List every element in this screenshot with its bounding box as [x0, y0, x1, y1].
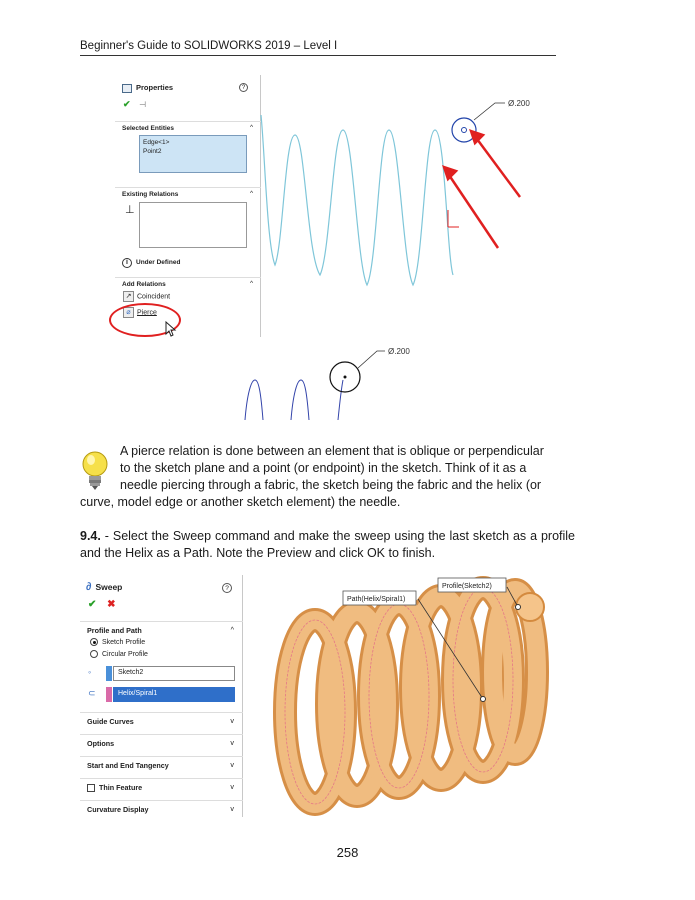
- dim-top: Ø.200: [508, 99, 530, 108]
- radio-sketch-profile[interactable]: Sketch Profile: [90, 638, 145, 646]
- dim-bottom: Ø.200: [388, 347, 410, 356]
- info-icon: i: [122, 258, 132, 268]
- radio-circular-profile[interactable]: Circular Profile: [90, 650, 148, 658]
- section-add-relations[interactable]: Add Relations ^: [115, 277, 261, 291]
- step-text: - Select the Sweep command and make the sweep using the last sketch as a profile and the Helix as a Path. Note the Preview and click OK to finish.: [80, 529, 575, 560]
- callout-path[interactable]: Path(Helix/Spiral1): [347, 596, 406, 603]
- tip-line-2: to the sketch plane and a point (or endpoint) in the sketch. Think of it as a: [120, 461, 527, 475]
- chevron-up-icon[interactable]: ^: [249, 280, 253, 287]
- tip-text: [80, 443, 575, 511]
- chevron-down-icon[interactable]: v: [230, 738, 234, 747]
- help-icon[interactable]: ?: [222, 583, 232, 593]
- path-handle[interactable]: [481, 697, 486, 702]
- pin-icon[interactable]: ⊣: [139, 100, 147, 109]
- ok-icon[interactable]: ✔: [123, 99, 131, 109]
- panel-title: Properties: [122, 83, 173, 93]
- callout-profile[interactable]: Profile(Sketch2): [442, 583, 492, 590]
- step-paragraph: [80, 528, 575, 562]
- section-selected-entities[interactable]: Selected Entities ^: [115, 121, 261, 135]
- page-header: Beginner's Guide to SOLIDWORKS 2019 – Level I: [80, 40, 556, 56]
- profile-input[interactable]: Sketch2: [113, 666, 235, 681]
- red-arrow-1-icon: [471, 131, 520, 197]
- sweep-icon: ∂: [86, 581, 92, 593]
- section-start-end-tangency[interactable]: Start and End Tangency v: [80, 756, 243, 774]
- pierce-icon: ⌀: [123, 307, 134, 318]
- section-options[interactable]: Options v: [80, 734, 243, 752]
- list-item[interactable]: Point2: [143, 148, 162, 155]
- relation-pierce[interactable]: ⌀ Pierce: [123, 307, 157, 318]
- coincident-icon: ↗: [123, 291, 134, 302]
- cancel-icon[interactable]: ✖: [107, 599, 116, 610]
- chevron-down-icon[interactable]: v: [230, 760, 234, 769]
- ok-icon[interactable]: ✔: [88, 599, 97, 610]
- panel-title: ∂ Sweep: [86, 581, 123, 593]
- sweep-property-manager: [80, 575, 243, 817]
- sweep-preview: [265, 572, 580, 822]
- path-input[interactable]: Helix/Spiral1: [113, 687, 235, 702]
- chevron-down-icon[interactable]: v: [230, 716, 234, 725]
- list-item[interactable]: Edge<1>: [143, 139, 170, 146]
- profile-circle-bottom: [330, 351, 385, 392]
- helix-bottom-view: [245, 380, 343, 420]
- spring-coils: [285, 588, 544, 804]
- tip-line-1: A pierce relation is done between an element that is oblique or perpendicular: [120, 444, 544, 458]
- tip-line-4: curve, model edge or another sketch element) the needle.: [80, 495, 401, 509]
- chevron-up-icon[interactable]: ^: [249, 190, 253, 197]
- tip-line-3: needle piercing through a fabric, the sketch being the fabric and the helix (or: [120, 478, 542, 492]
- helix-sketch-view: [115, 75, 555, 420]
- thin-feature-checkbox[interactable]: [87, 784, 95, 792]
- panel-actions: [88, 599, 116, 610]
- step-number: 9.4.: [80, 529, 101, 543]
- profile-handle[interactable]: [516, 605, 521, 610]
- relation-type-icon: ⊥: [125, 204, 135, 216]
- helix-curve: [261, 115, 453, 285]
- section-profile-and-path[interactable]: Profile and Path ^: [80, 621, 243, 639]
- figure-pierce-relation: [115, 75, 555, 420]
- status-row: i Under Defined: [115, 255, 261, 271]
- origin-axes-icon: [448, 210, 459, 227]
- chevron-up-icon[interactable]: ^: [230, 625, 234, 634]
- red-arrow-2-icon: [444, 167, 498, 248]
- section-thin-feature[interactable]: Thin Feature v: [80, 778, 243, 796]
- section-guide-curves[interactable]: Guide Curves v: [80, 712, 243, 730]
- section-existing-relations[interactable]: Existing Relations ^: [115, 187, 261, 201]
- help-icon[interactable]: ?: [239, 83, 248, 92]
- profile-icon: ◦: [88, 667, 92, 677]
- chevron-down-icon[interactable]: v: [230, 782, 234, 791]
- relation-coincident[interactable]: ↗ Coincident: [123, 291, 170, 302]
- chevron-up-icon[interactable]: ^: [249, 124, 253, 131]
- path-icon: ⊂: [88, 688, 96, 698]
- section-curvature-display[interactable]: Curvature Display v: [80, 800, 243, 818]
- page-number: 258: [336, 845, 359, 860]
- chevron-down-icon[interactable]: v: [230, 804, 234, 813]
